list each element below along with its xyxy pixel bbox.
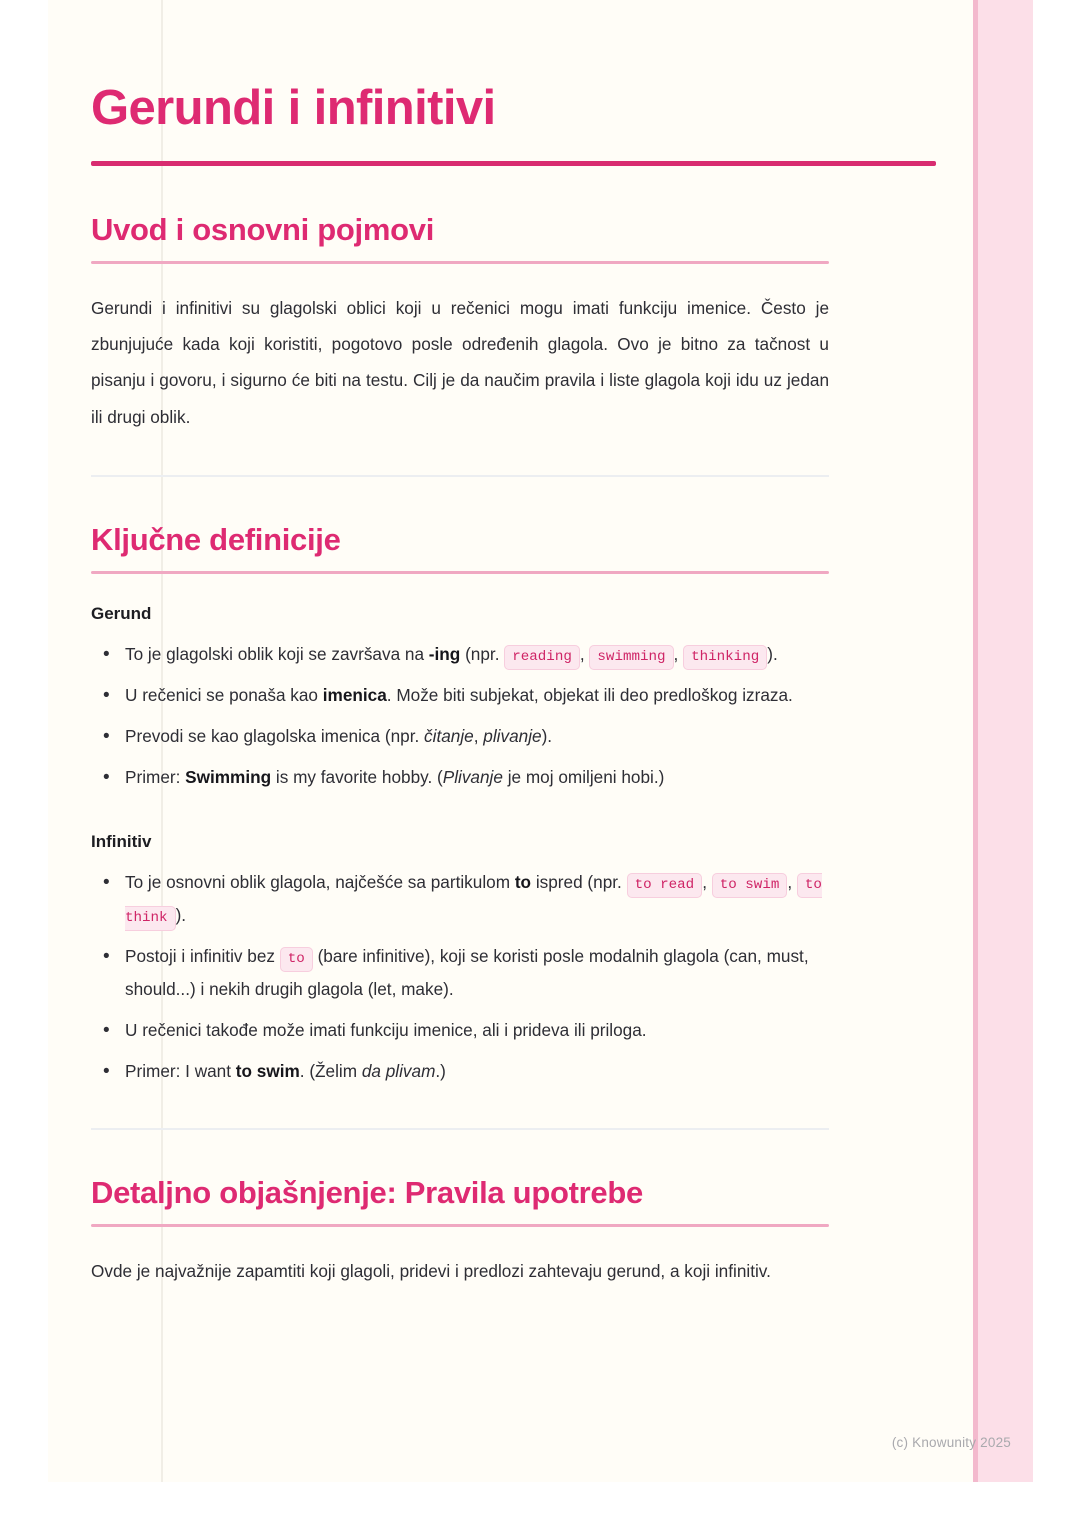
bullet-bold: Swimming — [185, 766, 272, 787]
page-side-band — [973, 0, 1033, 1482]
rules-paragraph: Ovde je najvažnije zapamtiti koji glagoli, pridevi i predlozi zahtevaju gerund, a koji infinitiv. — [91, 1260, 771, 1281]
list-item — [123, 761, 839, 794]
bullet-bold: imenica — [322, 684, 387, 705]
section-heading-definitions: Ključne definicije — [91, 522, 341, 558]
list-item — [123, 720, 839, 753]
list-item — [123, 638, 839, 671]
bullet-text: ). — [767, 643, 778, 664]
code-chip: to read — [627, 873, 703, 898]
list-item — [123, 1055, 839, 1088]
list-item — [123, 679, 839, 712]
bullet-italic: plivanje — [483, 725, 542, 746]
bullet-text: To je osnovni oblik glagola, najčešće sa partikulom — [125, 872, 515, 893]
title-underline — [91, 161, 936, 166]
bullet-text: Primer: — [125, 766, 186, 787]
code-chip: to swim — [712, 873, 788, 898]
list-item — [123, 866, 839, 932]
bullet-text: Postoji i infinitiv bez — [125, 946, 280, 967]
section-heading-rules: Detaljno objašnjenje: Pravila upotrebe — [91, 1175, 643, 1211]
bullet-text: ispred (npr. — [531, 872, 627, 893]
bullet-text: , — [473, 725, 484, 746]
bullet-text: . Može biti subjekat, objekat ili deo predloškog izraza. — [386, 684, 793, 705]
bullet-text: , — [579, 643, 590, 664]
bullet-bold: to swim — [235, 1061, 300, 1082]
gerund-bullet-list — [91, 624, 839, 794]
code-chip: to — [280, 947, 313, 972]
bullet-text: , — [673, 643, 684, 664]
section-divider-1 — [91, 475, 829, 477]
subheading-infinitive: Infinitiv — [91, 831, 152, 851]
bullet-text: , — [702, 872, 712, 893]
bullet-text: je moj omiljeni hobi.) — [502, 766, 665, 787]
bullet-text: To je glagolski oblik koji se završava na — [125, 643, 429, 664]
bullet-text: U rečenici se ponaša kao — [125, 684, 323, 705]
document-content — [91, 0, 981, 1482]
bullet-text: is my favorite hobby. ( — [271, 766, 443, 787]
document-page — [48, 0, 1033, 1482]
subheading-gerund: Gerund — [91, 603, 152, 623]
section-intro — [91, 213, 981, 477]
code-chip: reading — [504, 645, 580, 670]
section-definitions — [91, 523, 981, 1130]
section-divider-2 — [91, 1128, 829, 1130]
intro-paragraph: Gerundi i infinitivi su glagolski oblici koji u rečenici mogu imati funkciju imenice. Često je zbunjujuće kada koji koristiti, pogotovo posle određenih glagola. Ovo je bitno za tačnost u pisanju i govoru, i sigurno će biti na testu. Cilj je da naučim pravila i liste glagola koji idu uz jedan ili drugi oblik. — [91, 297, 829, 427]
infinitive-bullet-list — [91, 852, 839, 1088]
bullet-bold: -ing — [428, 643, 461, 664]
bullet-italic: Plivanje — [442, 766, 503, 787]
bullet-text: .) — [435, 1061, 446, 1082]
page-title: Gerundi i infinitivi — [91, 81, 496, 135]
bullet-text: ). — [175, 905, 187, 926]
bullet-bold: to — [514, 872, 532, 893]
bullet-text: ). — [541, 725, 553, 746]
list-item — [123, 940, 839, 1006]
bullet-italic: čitanje — [424, 725, 474, 746]
bullet-text: Prevodi se kao glagolska imenica (npr. — [125, 725, 425, 746]
list-item — [123, 1014, 839, 1047]
bullet-text: U rečenici takođe može imati funkciju imenice, ali i prideva ili priloga. — [125, 1020, 647, 1041]
watermark-footer: (c) Knowunity 2025 — [891, 1435, 1011, 1450]
bullet-text: Primer: I want — [125, 1061, 236, 1082]
bullet-text: . (Želim — [299, 1061, 362, 1082]
bullet-italic: da plivam — [361, 1061, 436, 1082]
section-heading-intro: Uvod i osnovni pojmovi — [91, 212, 435, 248]
code-chip: swimming — [589, 645, 673, 670]
code-chip: to think — [125, 873, 822, 931]
code-chip: thinking — [683, 645, 767, 670]
section-rules — [91, 1176, 981, 1289]
bullet-text: (npr. — [460, 643, 505, 664]
bullet-text: (bare infinitive), koji se koristi posle modalnih glagola (can, must, should...) i nekih drugih glagola (let, make). — [125, 946, 809, 1000]
bullet-text: , — [787, 872, 797, 893]
